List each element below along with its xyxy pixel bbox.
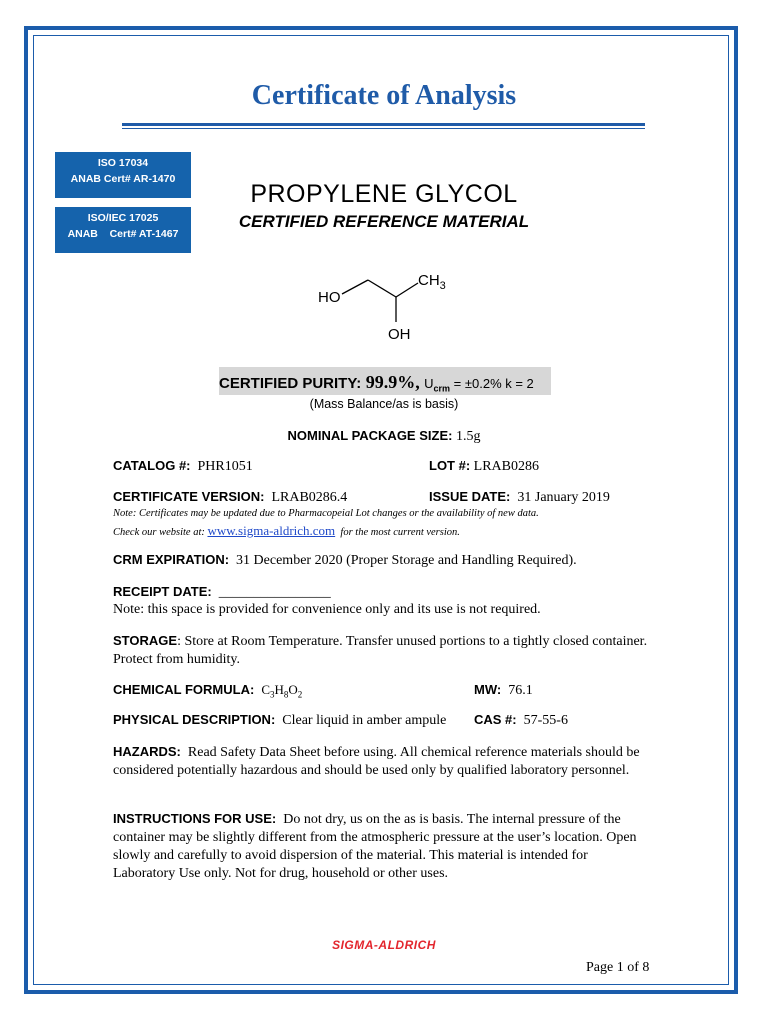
- title-underline: [122, 123, 645, 126]
- storage: STORAGE: Store at Room Temperature. Transfer unused portions to a tightly closed container. Protect from humidity.: [113, 633, 648, 667]
- product-subtitle: CERTIFIED REFERENCE MATERIAL: [238, 212, 530, 231]
- website-note: Check our website at: www.sigma-aldrich.com for the most current version.: [113, 523, 460, 538]
- title-underline-thin: [122, 128, 645, 129]
- badge-line: ANAB Cert# AT-1467: [67, 228, 179, 240]
- document-title: Certificate of Analysis: [251, 80, 517, 111]
- molecular-weight: MW: 76.1: [474, 682, 533, 698]
- receipt-note: Note: this space is provided for convenience only and its use is not required.: [113, 602, 541, 617]
- issue-date: ISSUE DATE: 31 January 2019: [429, 489, 610, 505]
- structure-oh-label: OH: [388, 326, 411, 343]
- certified-purity: [219, 372, 534, 394]
- purity-label: CERTIFIED PURITY:: [219, 375, 362, 392]
- badge-line: ISO/IEC 17025: [87, 212, 159, 224]
- structure-ho-label: HO: [318, 289, 341, 306]
- catalog-number: CATALOG #: PHR1051: [113, 458, 253, 474]
- lot-number: LOT #: LRAB0286: [429, 458, 540, 474]
- molecule-structure: [310, 262, 470, 352]
- physical-description: PHYSICAL DESCRIPTION: Clear liquid in amber ampule: [113, 712, 447, 728]
- package-size: NOMINAL PACKAGE SIZE: 1.5g: [287, 428, 481, 444]
- hazards: HAZARDS: Read Safety Data Sheet before using. All chemical reference materials should be considered potentially hazardous and should be used only by qualified laboratory personnel.: [113, 744, 640, 778]
- sigma-aldrich-logo: SIGMA-ALDRICH: [332, 938, 436, 952]
- purity-uncertainty: $U_{crm} = \pm 0.2\%$ k = 2: [424, 376, 534, 394]
- purity-value: 99.9%,: [365, 372, 420, 392]
- badge-line: ANAB Cert# AR-1470: [70, 173, 176, 185]
- crm-expiration: CRM EXPIRATION: 31 December 2020 (Proper Storage and Handling Required).: [113, 552, 577, 568]
- chemical-formula: CHEMICAL FORMULA: $C_3H_8O_2$: [113, 682, 303, 700]
- purity-basis: (Mass Balance/as is basis): [309, 397, 459, 411]
- cas-number: CAS #: 57-55-6: [474, 712, 568, 728]
- certificate-update-note: Note: Certificates may be updated due to Pharmacopeial Lot changes or the availability of new data.: [113, 508, 539, 519]
- structure-ch3-label: $CH_3$: [418, 272, 446, 292]
- product-name: PROPYLENE GLYCOL: [250, 180, 518, 208]
- website-link[interactable]: www.sigma-aldrich.com: [207, 523, 336, 538]
- badge-line: ISO 17034: [97, 157, 149, 169]
- certificate-version: CERTIFICATE VERSION: LRAB0286.4: [113, 489, 348, 505]
- instructions-for-use: INSTRUCTIONS FOR USE: Do not dry, us on the as is basis. The internal pressure of the container may be slightly different from the atmospheric pressure at the user’s location. Open slowly and carefully to avoid dispersion of the material. This material is intended for Laboratory Use only. Not for drug, household or other uses.: [113, 811, 637, 881]
- page-number: Page 1 of 8: [586, 960, 650, 975]
- receipt-date: RECEIPT DATE: ________________: [113, 584, 331, 600]
